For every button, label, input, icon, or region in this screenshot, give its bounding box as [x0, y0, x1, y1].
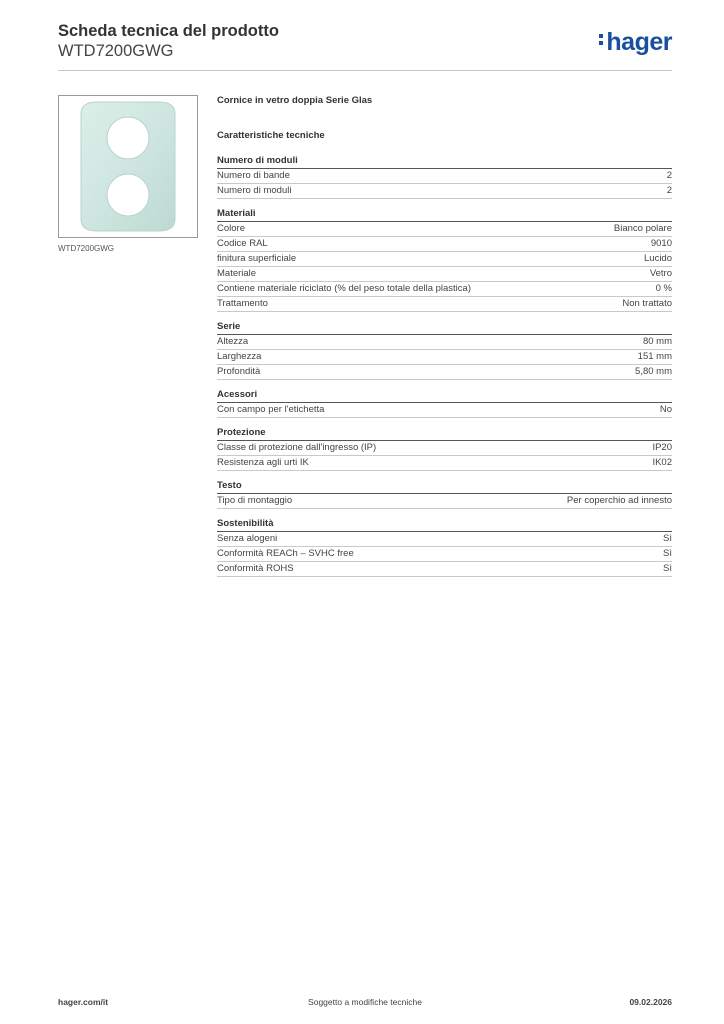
spec-row — [217, 350, 672, 365]
spec-sections — [217, 154, 672, 577]
spec-content — [217, 95, 672, 585]
footer-notice: Soggetto a modifiche tecniche — [308, 997, 422, 1007]
logo-text: hager — [606, 28, 672, 56]
spec-row — [217, 297, 672, 312]
spec-value: Sì — [663, 548, 672, 559]
section-title: Serie — [217, 320, 672, 335]
page-title: Scheda tecnica del prodotto — [58, 22, 279, 40]
spec-row — [217, 169, 672, 184]
spec-value: 0 % — [655, 283, 672, 294]
spec-label: Senza alogeni — [217, 533, 278, 544]
product-image — [58, 95, 198, 238]
footer-website[interactable]: hager.com/it — [58, 997, 109, 1007]
spec-value: 5,80 mm — [635, 366, 672, 377]
section-title: Materiali — [217, 207, 672, 222]
spec-row — [217, 335, 672, 350]
spec-value: IP20 — [652, 442, 672, 453]
spec-label: Colore — [217, 223, 245, 234]
section-title: Testo — [217, 479, 672, 494]
product-title: Cornice in vetro doppia Serie Glas — [217, 95, 373, 106]
characteristics-title: Caratteristiche tecniche — [217, 130, 325, 141]
spec-section — [217, 388, 672, 418]
spec-section — [217, 479, 672, 509]
section-title: Protezione — [217, 426, 672, 441]
section-title: Acessori — [217, 388, 672, 403]
spec-row — [217, 237, 672, 252]
spec-label: Numero di moduli — [217, 185, 292, 196]
spec-value: 151 mm — [637, 351, 672, 362]
spec-row — [217, 562, 672, 577]
spec-label: Resistenza agli urti IK — [217, 457, 309, 468]
spec-label: Conformità REACh – SVHC free — [217, 548, 354, 559]
page-header — [58, 20, 672, 71]
spec-label: Larghezza — [217, 351, 262, 362]
spec-row — [217, 456, 672, 471]
section-title: Numero di moduli — [217, 154, 672, 169]
spec-section — [217, 207, 672, 312]
image-caption: WTD7200GWG — [58, 244, 115, 253]
spec-label: Conformità ROHS — [217, 563, 294, 574]
spec-label: Con campo per l'etichetta — [217, 404, 325, 415]
spec-value: Bianco polare — [613, 223, 672, 234]
spec-label: Profondità — [217, 366, 261, 377]
spec-label: finitura superficiale — [217, 253, 297, 264]
spec-row — [217, 365, 672, 380]
spec-label: Altezza — [217, 336, 249, 347]
product-code: WTD7200GWG — [58, 42, 174, 60]
spec-value: No — [659, 404, 672, 415]
spec-label: Codice RAL — [217, 238, 268, 249]
section-title: Sostenibilità — [217, 517, 672, 532]
spec-value: 80 mm — [642, 336, 672, 347]
spec-value: Sì — [663, 533, 672, 544]
spec-section — [217, 320, 672, 380]
spec-value: Vetro — [649, 268, 672, 279]
spec-row — [217, 252, 672, 267]
spec-value: Per coperchio ad innesto — [566, 495, 672, 506]
spec-label: Classe di protezione dall'ingresso (IP) — [217, 442, 377, 453]
spec-value: 2 — [666, 170, 672, 181]
spec-label: Numero di bande — [217, 170, 290, 181]
spec-row — [217, 532, 672, 547]
logo-dots-icon — [599, 31, 604, 48]
spec-value: Non trattato — [622, 298, 672, 309]
hager-logo — [599, 28, 672, 57]
spec-label: Trattamento — [217, 298, 268, 309]
spec-label: Contiene materiale riciclato (% del peso totale della plastica) — [217, 283, 471, 294]
spec-section — [217, 517, 672, 577]
spec-row — [217, 267, 672, 282]
spec-label: Materiale — [217, 268, 257, 279]
spec-row — [217, 184, 672, 199]
spec-value: IK02 — [652, 457, 672, 468]
spec-row — [217, 494, 672, 509]
spec-value: Lucido — [644, 253, 672, 264]
spec-section — [217, 426, 672, 471]
spec-row — [217, 222, 672, 237]
double-frame-image — [59, 96, 197, 237]
spec-row — [217, 282, 672, 297]
spec-value: 9010 — [650, 238, 672, 249]
spec-value: Sì — [663, 563, 672, 574]
footer-date: 09.02.2026 — [629, 997, 672, 1007]
spec-row — [217, 547, 672, 562]
spec-section — [217, 154, 672, 199]
spec-value: 2 — [666, 185, 672, 196]
spec-row — [217, 441, 672, 456]
spec-row — [217, 403, 672, 418]
spec-label: Tipo di montaggio — [217, 495, 293, 506]
